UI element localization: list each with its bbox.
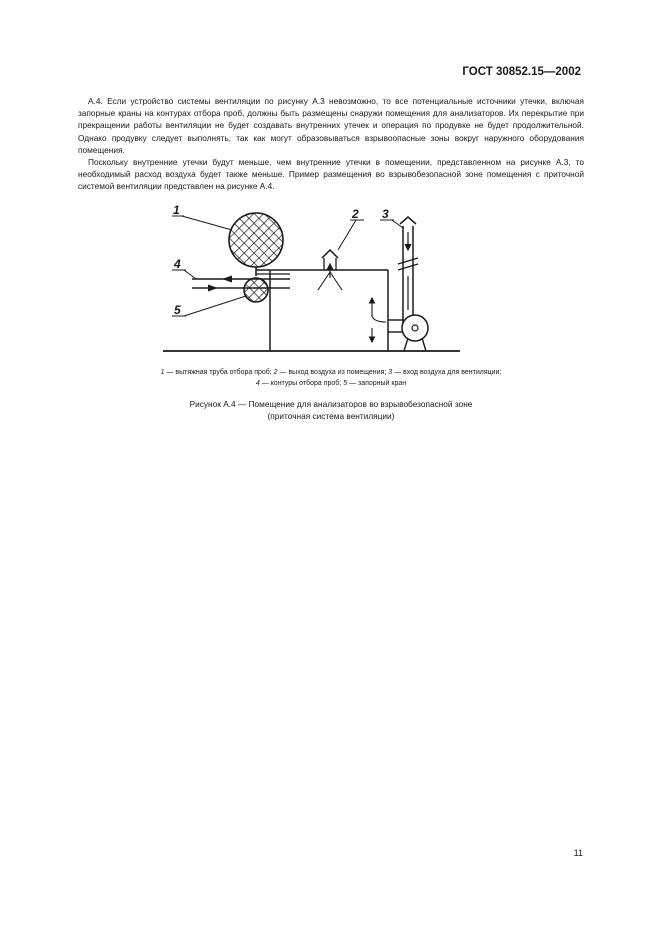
inlet-break-1 <box>398 258 418 264</box>
page-number: 11 <box>573 848 583 858</box>
figure-a4-diagram <box>160 198 470 363</box>
legend-text-5: — запорный кран <box>347 379 407 387</box>
legend-num-1: 1 <box>160 369 165 376</box>
sampling-arrow-left <box>222 276 232 283</box>
fan-housing <box>402 315 428 341</box>
figure-title-line-1: Рисунок А.4 — Помещение для анализаторов во взрывобезопасной зоне <box>189 399 473 409</box>
label-2: 2 <box>352 207 359 221</box>
outlet-flow-curve-right <box>330 272 342 290</box>
supply-curve <box>372 316 386 322</box>
figure-title <box>78 398 584 422</box>
paragraph-leaks: Поскольку внутренние утечки будут меньше, чем внутренние утечки в помещении, представленном на рисунке А.3, то необходимый расход воздуха будет также меньше. Пример размещения во взрывобезопасной зоне помещения с приточной системой вентиляции представлен на рисунке А.4. <box>78 157 584 192</box>
page-header-standard: ГОСТ 30852.15—2002 <box>462 66 581 78</box>
exhaust-pipe-circle <box>229 213 283 267</box>
figure-legend <box>78 368 584 389</box>
legend-num-2: 2 <box>273 369 278 376</box>
analyzer-room-diagram <box>160 198 470 363</box>
legend-num-5: 5 <box>343 379 348 387</box>
outlet-flow-curve-left <box>318 272 330 290</box>
legend-num-4: 4 <box>255 379 260 387</box>
leader-1 <box>182 216 232 230</box>
legend-text-4: — контуры отбора проб; <box>259 379 344 387</box>
label-5: 5 <box>174 303 181 317</box>
leader-2 <box>338 220 356 250</box>
body-text <box>78 95 584 193</box>
air-inlet-cap <box>400 217 416 224</box>
paragraph-a4: А.4. Если устройство системы вентиляции по рисунку А.3 невозможно, то все потенциальные источники утечки, включая запорные краны на контурах отбора проб, должны быть размещены снаружи помещения для анализаторов. Их перекрытие при прекращении работы вентиляции не будет создавать внутренних утечек и операция по продувке не будет продолжительной. Однако продувку следует выполнять, так как могут образовываться взрывоопасные зоны вокруг наружного оборудования помещения. <box>78 96 584 155</box>
label-3: 3 <box>382 207 389 221</box>
legend-num-3: 3 <box>388 369 393 376</box>
leader-4 <box>184 270 196 279</box>
legend-line-1 <box>78 368 584 379</box>
legend-text-3: — вход воздуха для вентиляции; <box>392 369 502 376</box>
leader-3 <box>392 220 403 228</box>
figure-title-line-2: (приточная система вентиляции) <box>267 411 395 421</box>
inlet-break-2 <box>398 264 418 270</box>
legend-text-2: — выход воздуха из помещения; <box>277 369 389 376</box>
legend-text-1: — вытяжная труба отбора проб; <box>164 369 274 376</box>
label-1: 1 <box>173 203 180 217</box>
air-outlet-cap <box>322 250 338 258</box>
legend-line-2 <box>78 379 584 390</box>
leader-5 <box>184 296 246 316</box>
shutoff-valve-circle <box>244 278 268 302</box>
sampling-arrow-right <box>208 285 218 292</box>
label-4: 4 <box>174 257 181 271</box>
